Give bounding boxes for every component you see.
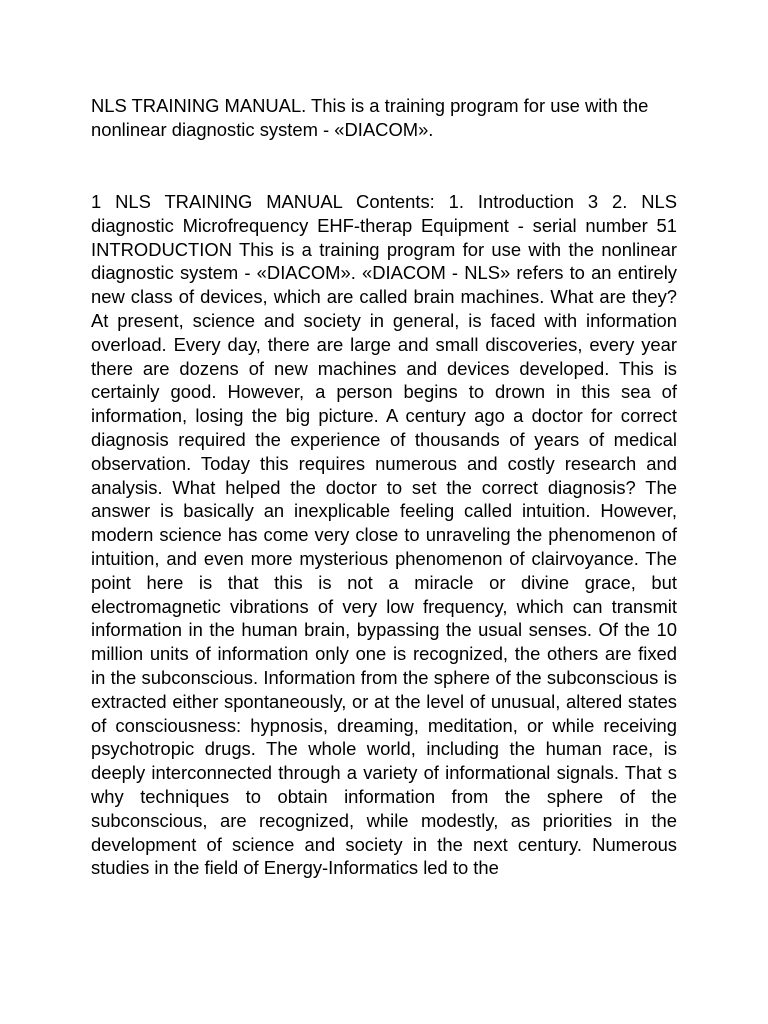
body-paragraph: 1 NLS TRAINING MANUAL Contents: 1. Introduction 3 2. NLS diagnostic Microfrequency EHF-therap Equipment - serial number 51 INTRODUCTION This is a training program for use with the nonlinear diagnostic system - «DIACOM». «DIACOM - NLS» refers to an entirely new class of devices, which are called brain machines. What are they? At present, science and society in general, is faced with information overload. Every day, there are large and small discoveries, every year there are dozens of new machines and devices developed. This is certainly good. However, a person begins to drown in this sea of information, losing the big picture. A century ago a doctor for correct diagnosis required the experience of thousands of years of medical observation. Today this requires numerous and costly research and analysis. What helped the doctor to set the correct diagnosis? The answer is basically an inexplicable feeling called intuition. However, modern science has come very close to unraveling the phenomenon of intuition, and even more mysterious phenomenon of clairvoyance. The point here is that this is not a miracle or divine grace, but electromagnetic vibrations of very low frequency, which can transmit information in the human brain, bypassing the usual senses. Of the 10 million units of information only one is recognized, the others are fixed in the subconscious. Information from the sphere of the subconscious is extracted either spontaneously, or at the level of unusual, altered states of consciousness: hypnosis, dreaming, meditation, or while receiving psychotropic drugs. The whole world, including the human race, is deeply interconnected through a variety of informational signals. That s why techniques to obtain information from the sphere of the subconscious, are recognized, while modestly, as priorities in the development of science and society in the next century. Numerous studies in the field of Energy-Informatics led to the: [91, 191, 677, 879]
intro-paragraph: NLS TRAINING MANUAL. This is a training program for use with the nonlinear diagnostic system - «DIACOM».: [91, 95, 649, 140]
